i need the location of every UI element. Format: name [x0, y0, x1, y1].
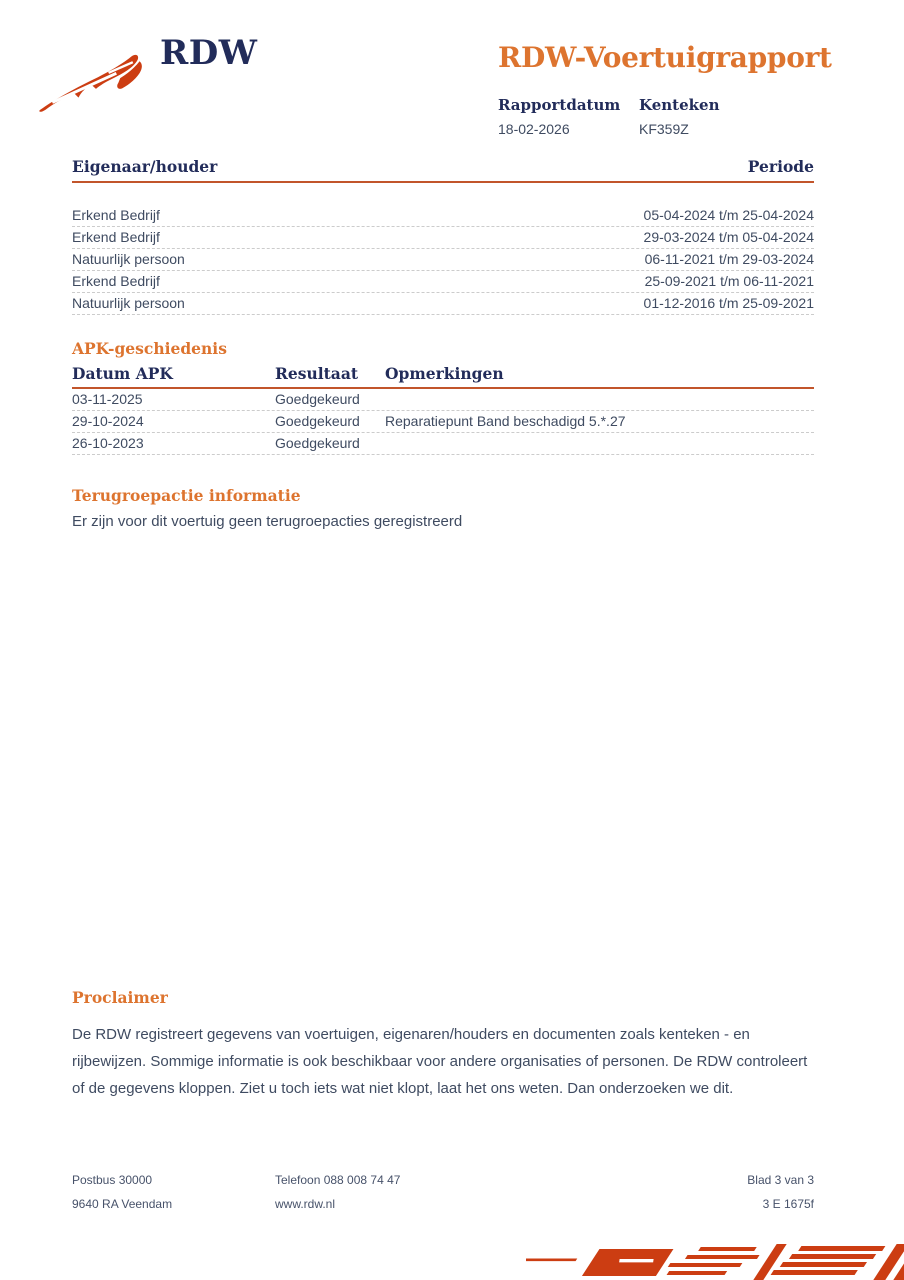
report-date-value: 18-02-2026 [498, 121, 570, 137]
apk-table-rows [72, 389, 814, 455]
apk-remarks-column-header: Opmerkingen [385, 364, 504, 384]
period-cell: 25-09-2021 t/m 06-11-2021 [644, 273, 814, 290]
report-date-label: Rapportdatum [498, 96, 621, 114]
footer-website: www.rdw.nl [275, 1197, 336, 1211]
table-row [72, 205, 814, 227]
apk-table-header [72, 365, 814, 389]
footer-address-line1: Postbus 30000 [72, 1173, 153, 1187]
proclaimer-section [72, 989, 814, 1102]
apk-section-title: APK-geschiedenis [72, 339, 227, 358]
license-plate-value: KF359Z [639, 121, 689, 137]
table-row [72, 227, 814, 249]
apk-history-section [72, 340, 814, 455]
owner-table-header [72, 158, 814, 183]
period-cell: 01-12-2016 t/m 25-09-2021 [643, 295, 814, 312]
owner-table-rows [72, 205, 814, 315]
table-row [72, 433, 814, 455]
owner-cell: Natuurlijk persoon [72, 251, 185, 268]
owner-cell: Erkend Bedrijf [72, 207, 160, 224]
proclaimer-title: Proclaimer [72, 988, 168, 1007]
owner-history-section [72, 158, 814, 315]
owner-column-header: Eigenaar/houder [72, 157, 218, 176]
license-plate-label: Kenteken [639, 96, 720, 114]
owner-cell: Erkend Bedrijf [72, 273, 160, 290]
rdw-logo-wordmark: RDW [160, 33, 258, 73]
footer-page-number: Blad 3 van 3 [747, 1173, 814, 1187]
footer-address-line2: 9640 RA Veendam [72, 1197, 173, 1211]
apk-date-cell: 26-10-2023 [72, 435, 144, 452]
apk-remarks-cell [385, 391, 814, 408]
apk-date-cell: 29-10-2024 [72, 413, 144, 430]
rdw-stripes-decoration-icon [526, 1242, 904, 1280]
report-date-block [498, 96, 639, 137]
apk-date-column-header: Datum APK [72, 364, 173, 384]
apk-remarks-cell [385, 435, 814, 452]
apk-result-cell: Goedgekeurd [275, 435, 360, 452]
recall-section-title: Terugroepactie informatie [72, 486, 301, 505]
apk-date-cell: 03-11-2025 [72, 391, 143, 408]
period-cell: 05-04-2024 t/m 25-04-2024 [643, 207, 814, 224]
license-plate-block [639, 96, 780, 137]
period-cell: 06-11-2021 t/m 29-03-2024 [644, 251, 814, 268]
table-row [72, 249, 814, 271]
table-row [72, 293, 814, 315]
apk-result-column-header: Resultaat [275, 364, 359, 384]
owner-cell: Natuurlijk persoon [72, 295, 185, 312]
footer-contact [275, 1168, 747, 1216]
footer-doc-code: 3 E 1675f [762, 1197, 814, 1211]
report-meta [498, 96, 780, 137]
table-row [72, 271, 814, 293]
footer-phone: Telefoon 088 008 74 47 [275, 1173, 401, 1187]
apk-result-cell: Goedgekeurd [275, 413, 360, 430]
page-title: RDW-Voertuigrapport [498, 41, 832, 74]
table-row [72, 389, 814, 411]
apk-result-cell: Goedgekeurd [275, 391, 360, 408]
page-footer [72, 1168, 814, 1216]
footer-page-info [747, 1168, 814, 1216]
proclaimer-text: De RDW registreert gegevens van voertuigen, eigenaren/houders en documenten zoals kenteken - en rijbewijzen. Sommige informatie is ook beschikbaar voor andere organisaties of personen. De RDW controleert of de gegevens kloppen. Ziet u toch iets wat niet klopt, laat het ons weten. Dan onderzoeken we dit. [72, 1026, 808, 1098]
apk-remarks-cell: Reparatiepunt Band beschadigd 5.*.27 [385, 413, 626, 430]
footer-address [72, 1168, 275, 1216]
table-row [72, 411, 814, 433]
recall-section-text: Er zijn voor dit voertuig geen terugroepacties geregistreerd [72, 513, 463, 531]
period-column-header: Periode [747, 157, 814, 176]
period-cell: 29-03-2024 t/m 05-04-2024 [643, 229, 814, 246]
rdw-logo-feather-icon [36, 52, 154, 116]
recall-info-section [72, 487, 814, 530]
owner-cell: Erkend Bedrijf [72, 229, 160, 246]
